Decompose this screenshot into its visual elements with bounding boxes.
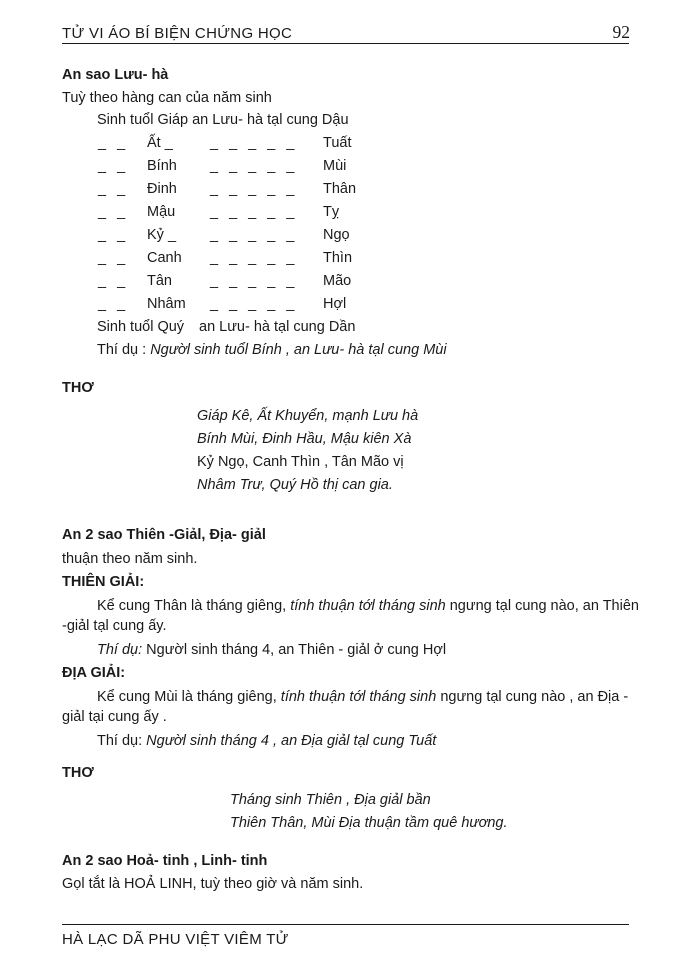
text-segment: Ngườl sinh tuổl Bính , an Lưu- hà tạl cung Mùi: [150, 342, 447, 358]
can-cung-row: [62, 224, 628, 247]
dash-group-left: _ _: [98, 296, 126, 312]
dash-group-mid: _ _ _ _ _: [210, 204, 295, 220]
can-cung-row: [62, 270, 628, 293]
cung-label: Mùi: [323, 158, 347, 174]
can-cung-row: [62, 155, 628, 178]
cung-label: Tuất: [323, 135, 352, 151]
section-title-giai: An 2 sao Thiên -Giảl, Địa- giảl: [62, 527, 266, 543]
header-rule: [62, 43, 629, 44]
dash-group-mid: _ _ _ _ _: [210, 296, 295, 312]
luu-ha-example: [62, 339, 628, 361]
text-segment: Thí dụ :: [97, 342, 151, 358]
dash-group-left: _ _: [98, 273, 126, 289]
text-segment: Ngườl sinh tháng 4 , an Địa giảl tạl cung Tuất: [146, 733, 437, 749]
text-segment: giảl tại cung ấy .: [62, 709, 167, 725]
can-label: Kỷ _: [147, 227, 177, 243]
text-segment: tính thuận tớl tháng sinh: [280, 689, 437, 705]
dash-group-left: _ _: [98, 135, 126, 151]
dash-group-left: _ _: [98, 158, 126, 174]
can-cung-row: [62, 132, 628, 155]
dash-group-mid: _ _ _ _ _: [210, 181, 295, 197]
text-segment: -giảl tạl cung ấy.: [62, 618, 167, 634]
text-segment: Ngườl sinh tháng 4, an Thiên - giảl ở cung Hợl: [142, 642, 447, 658]
verse-line: Thiên Thân, Mùi Địa thuận tầm quê hương.: [230, 815, 508, 831]
verse-block-1: [62, 405, 628, 497]
dia-giai-paragraph-line1: [62, 687, 628, 707]
can-label: Mậu: [147, 204, 176, 220]
luu-ha-quy-line: [62, 316, 628, 338]
can-cung-row: [62, 293, 628, 316]
cung-label: Mão: [323, 273, 352, 289]
luu-ha-intro: Tuỳ theo hàng can của năm sinh: [62, 90, 272, 106]
verse-line: Bính Mùi, Đinh Hầu, Mậu kiên Xà: [197, 431, 412, 447]
page-header: [62, 22, 630, 43]
giai-intro: thuận theo năm sinh.: [62, 551, 198, 567]
tho-heading-2: THƠ: [62, 765, 94, 781]
dia-giai-heading: ĐỊA GIẢI:: [62, 665, 126, 681]
can-cung-row: [62, 247, 628, 270]
verse-block-2: [62, 789, 628, 835]
text-segment: Thí dụ:: [97, 642, 143, 658]
can-cung-row: [62, 201, 628, 224]
page-number: 92: [612, 22, 630, 42]
dash-group-left: _ _: [98, 227, 126, 243]
can-label: Canh: [147, 250, 182, 266]
thien-giai-paragraph-line2: [62, 616, 628, 636]
cung-label: Hợl: [323, 296, 347, 312]
dash-group-mid: _ _ _ _ _: [210, 158, 295, 174]
text-segment: ngưng tạl cung nào , an Địa -: [436, 689, 629, 705]
can-cung-table: [62, 132, 628, 316]
tho-heading-1: THƠ: [62, 380, 94, 396]
section-title-hoa-linh: An 2 sao Hoả- tinh , Linh- tinh: [62, 853, 268, 869]
cung-label: Thìn: [323, 250, 353, 266]
quy-line-right: an Lưu- hà tạl cung Dần: [199, 319, 356, 335]
verse-line: Nhâm Trư, Quý Hồ thị can gia.: [197, 477, 393, 493]
dash-group-left: _ _: [98, 181, 126, 197]
luu-ha-giap-line: Sinh tuổl Giáp an Lưu- hà tạl cung Dậu: [97, 112, 349, 128]
cung-label: Thân: [323, 181, 357, 197]
can-label: Ất _: [147, 135, 173, 151]
dia-giai-paragraph-line2: [62, 707, 628, 727]
text-segment: Thí dụ:: [97, 733, 147, 749]
text-segment: Kể cung Thân là tháng giêng,: [97, 598, 291, 614]
dash-group-left: _ _: [98, 250, 126, 266]
dia-giai-example: [62, 730, 628, 752]
section-title-luu-ha: An sao Lưu- hà: [62, 67, 169, 83]
quy-line-left: Sinh tuổl Quý: [97, 319, 185, 335]
cung-label: Ngọ: [323, 227, 350, 243]
dash-group-mid: _ _ _ _ _: [210, 250, 295, 266]
text-segment: tính thuận tớl tháng sinh: [290, 598, 446, 614]
cung-label: Tỵ: [323, 204, 340, 220]
page-body: [62, 58, 639, 895]
footer-author: HÀ LẠC DÃ PHU VIỆT VIÊM TỬ: [62, 931, 289, 948]
text-segment: Kể cung Mùi là tháng giêng,: [97, 689, 281, 705]
verse-line: Kỷ Ngọ, Canh Thìn , Tân Mão vị: [197, 454, 404, 470]
can-label: Nhâm: [147, 296, 186, 312]
running-title: TỬ VI ÁO BÍ BIỆN CHỨNG HỌC: [62, 25, 293, 42]
hoa-linh-intro: Gọl tắt là HOẢ LINH, tuỳ theo giờ và năm sinh.: [62, 876, 364, 892]
verse-line: Tháng sinh Thiên , Địa giảl bần: [230, 792, 431, 808]
footer-rule: [62, 924, 629, 925]
text-segment: ngưng tạl cung nào, an Thiên: [445, 598, 639, 614]
can-label: Bính: [147, 158, 177, 174]
thien-giai-heading: THIÊN GIẢI:: [62, 574, 145, 590]
thien-giai-example: [62, 639, 628, 661]
verse-line: Giáp Kê, Ất Khuyển, mạnh Lưu hà: [197, 408, 419, 424]
can-label: Đinh: [147, 181, 177, 197]
dash-group-left: _ _: [98, 204, 126, 220]
dash-group-mid: _ _ _ _ _: [210, 273, 295, 289]
thien-giai-paragraph-line1: [62, 596, 639, 616]
dash-group-mid: _ _ _ _ _: [210, 135, 295, 151]
can-cung-row: [62, 178, 628, 201]
dash-group-mid: _ _ _ _ _: [210, 227, 295, 243]
can-label: Tân: [147, 273, 172, 289]
